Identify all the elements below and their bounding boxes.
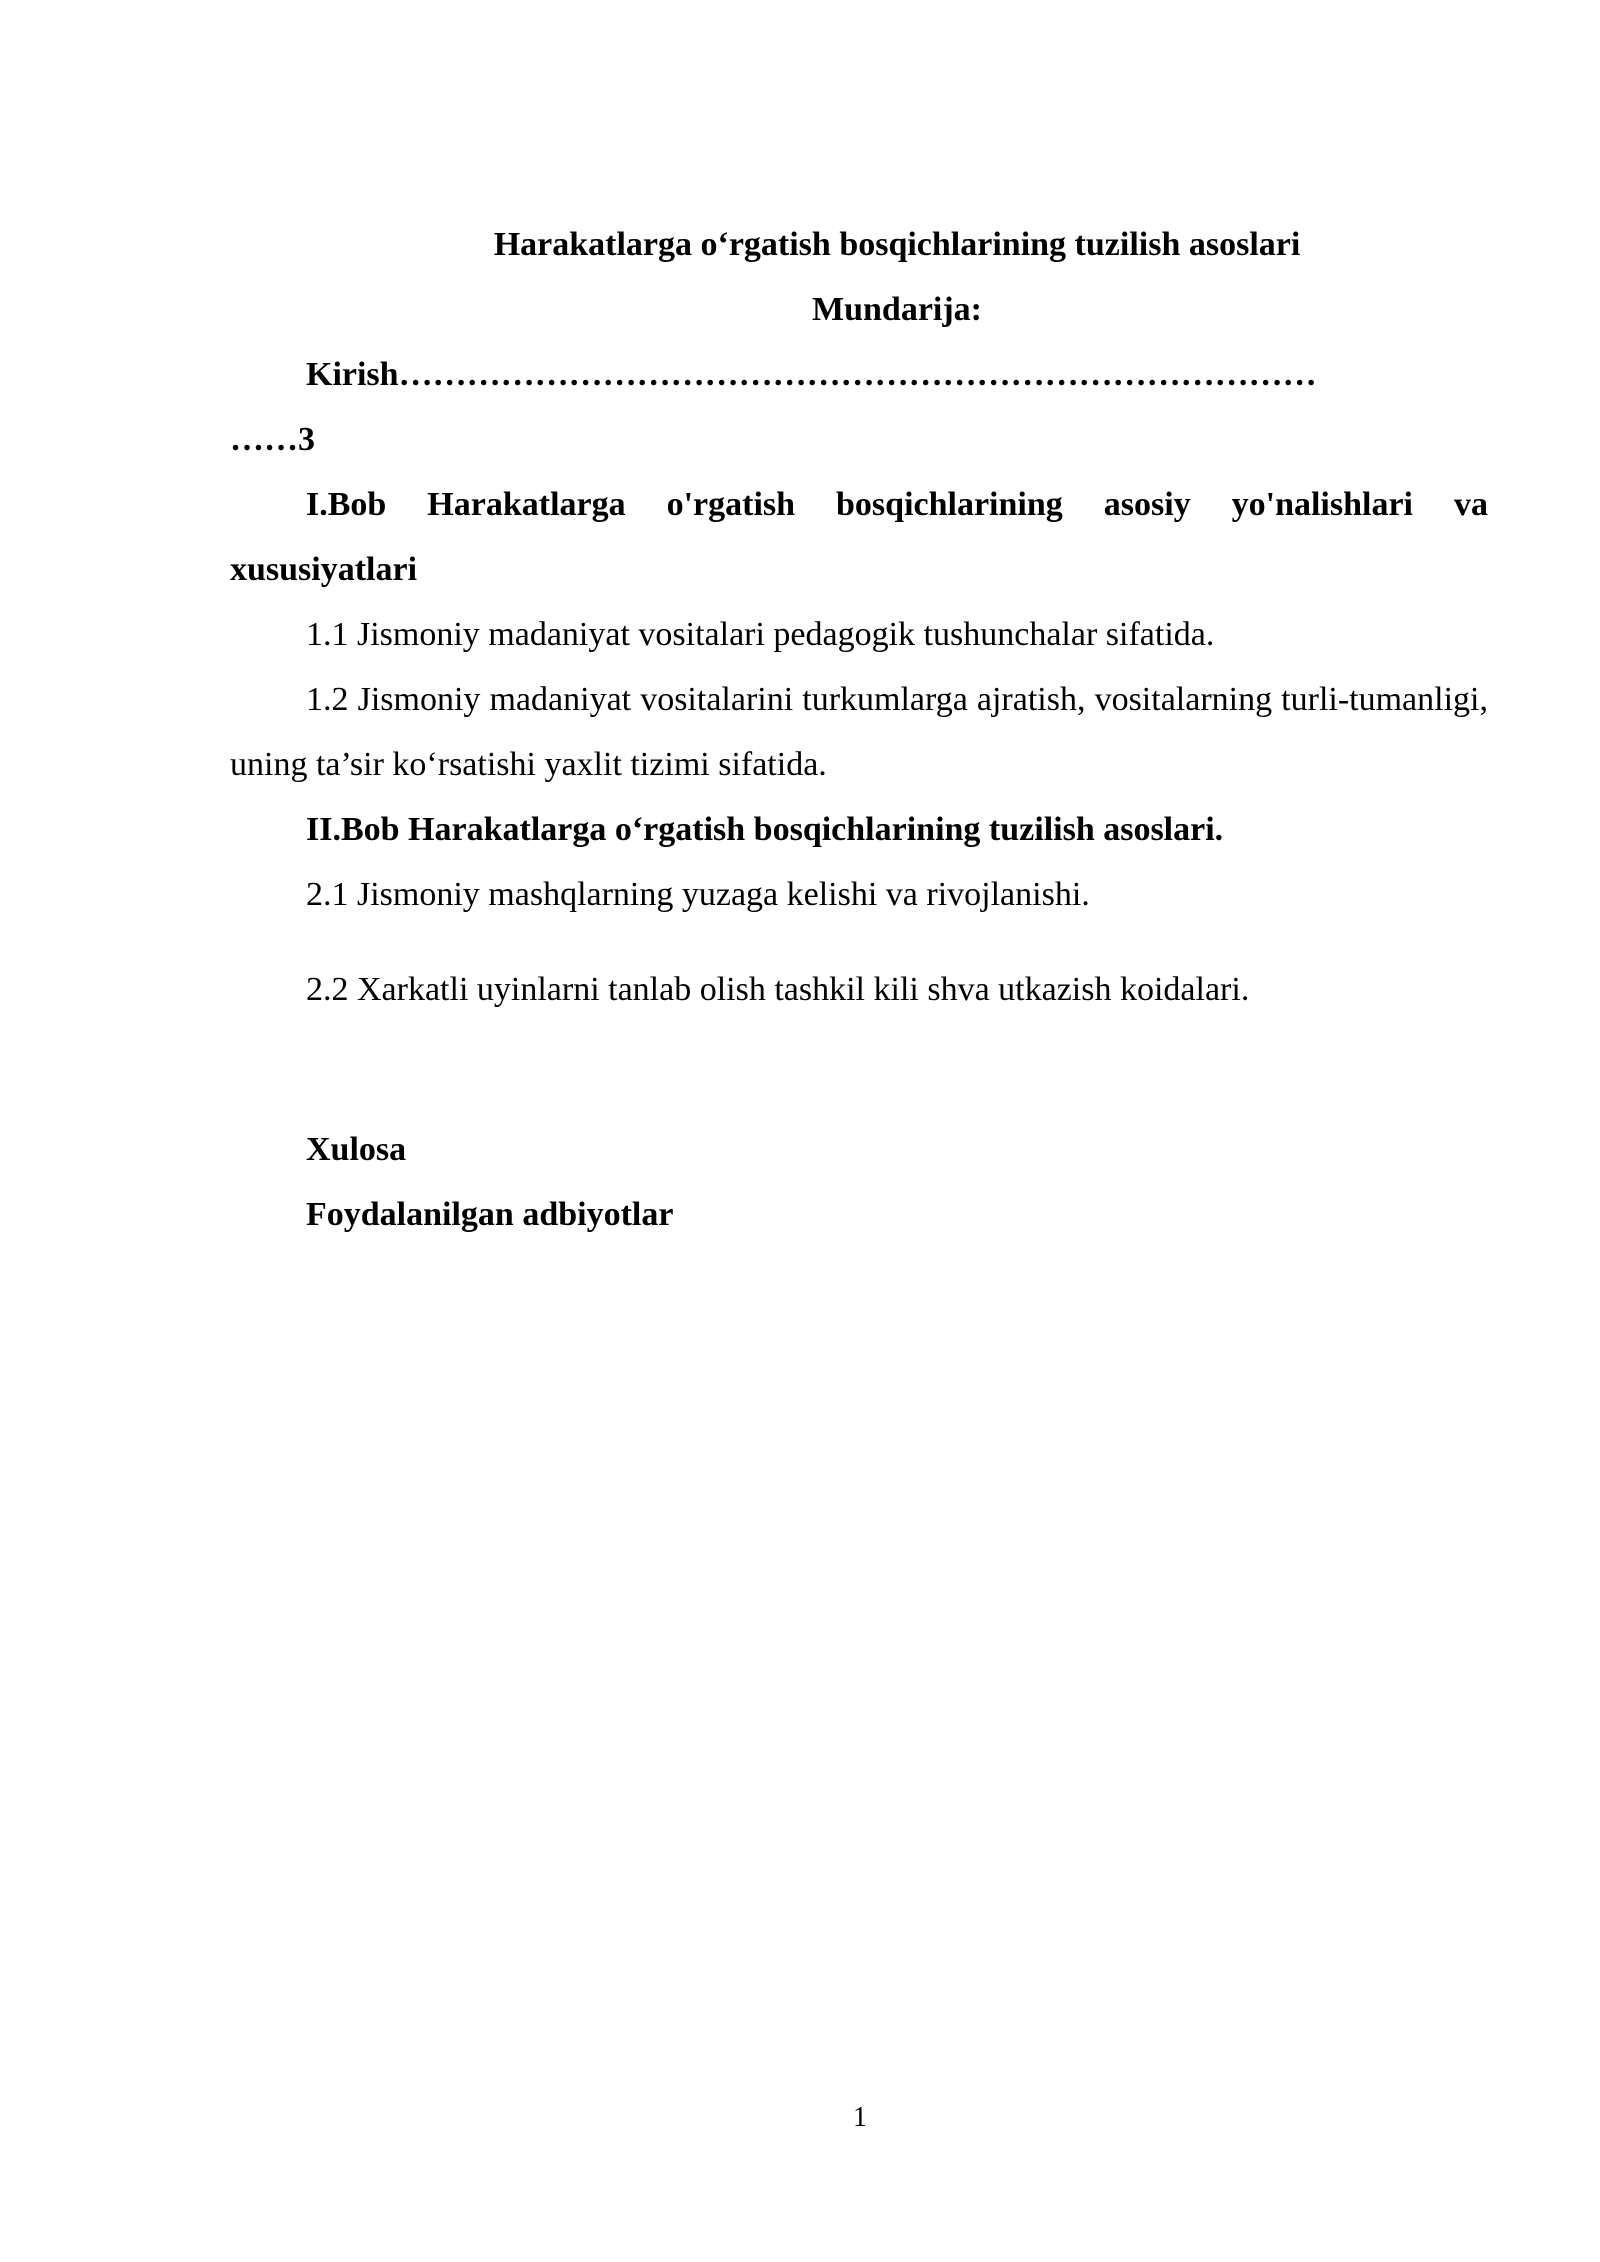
document-page — [230, 212, 1488, 1247]
toc-entry-intro: Kirish……………………………………………………………………… — [306, 356, 1317, 393]
toc-section-1-1: 1.1 Jismoniy madaniyat vositalari pedagogik tushunchalar sifatida. — [306, 616, 1215, 653]
toc-chapter-2-heading: II.Bob Harakatlarga o‘rgatish bosqichlarining tuzilish asoslari. — [306, 811, 1224, 848]
contents-heading: Mundarija: — [812, 291, 982, 328]
toc-references: Foydalanilgan adbiyotlar — [306, 1196, 674, 1233]
toc-section-2-2: 2.2 Xarkatli uyinlarni tanlab olish tashkil kili shva utkazish koidalari. — [306, 971, 1250, 1008]
toc-section-2-1: 2.1 Jismoniy mashqlarning yuzaga kelishi va rivojlanishi. — [306, 876, 1090, 913]
document-title: Harakatlarga o‘rgatish bosqichlarining tuzilish asoslari — [493, 226, 1301, 263]
toc-section-1-2: 1.2 Jismoniy madaniyat vositalarini turkumlarga ajratish, vositalarning turli-tumanligi, uning ta’sir ko‘rsatishi yaxlit tizimi sifatida. — [230, 681, 1488, 783]
toc-entry-intro-page: ……3 — [230, 421, 315, 458]
page-number: 1 — [853, 2102, 867, 2133]
toc-chapter-1-heading: I.Bob Harakatlarga o'rgatish bosqichlarining asosiy yo'nalishlari va xususiyatlari — [230, 486, 1488, 588]
toc-conclusion: Xulosa — [306, 1131, 407, 1168]
